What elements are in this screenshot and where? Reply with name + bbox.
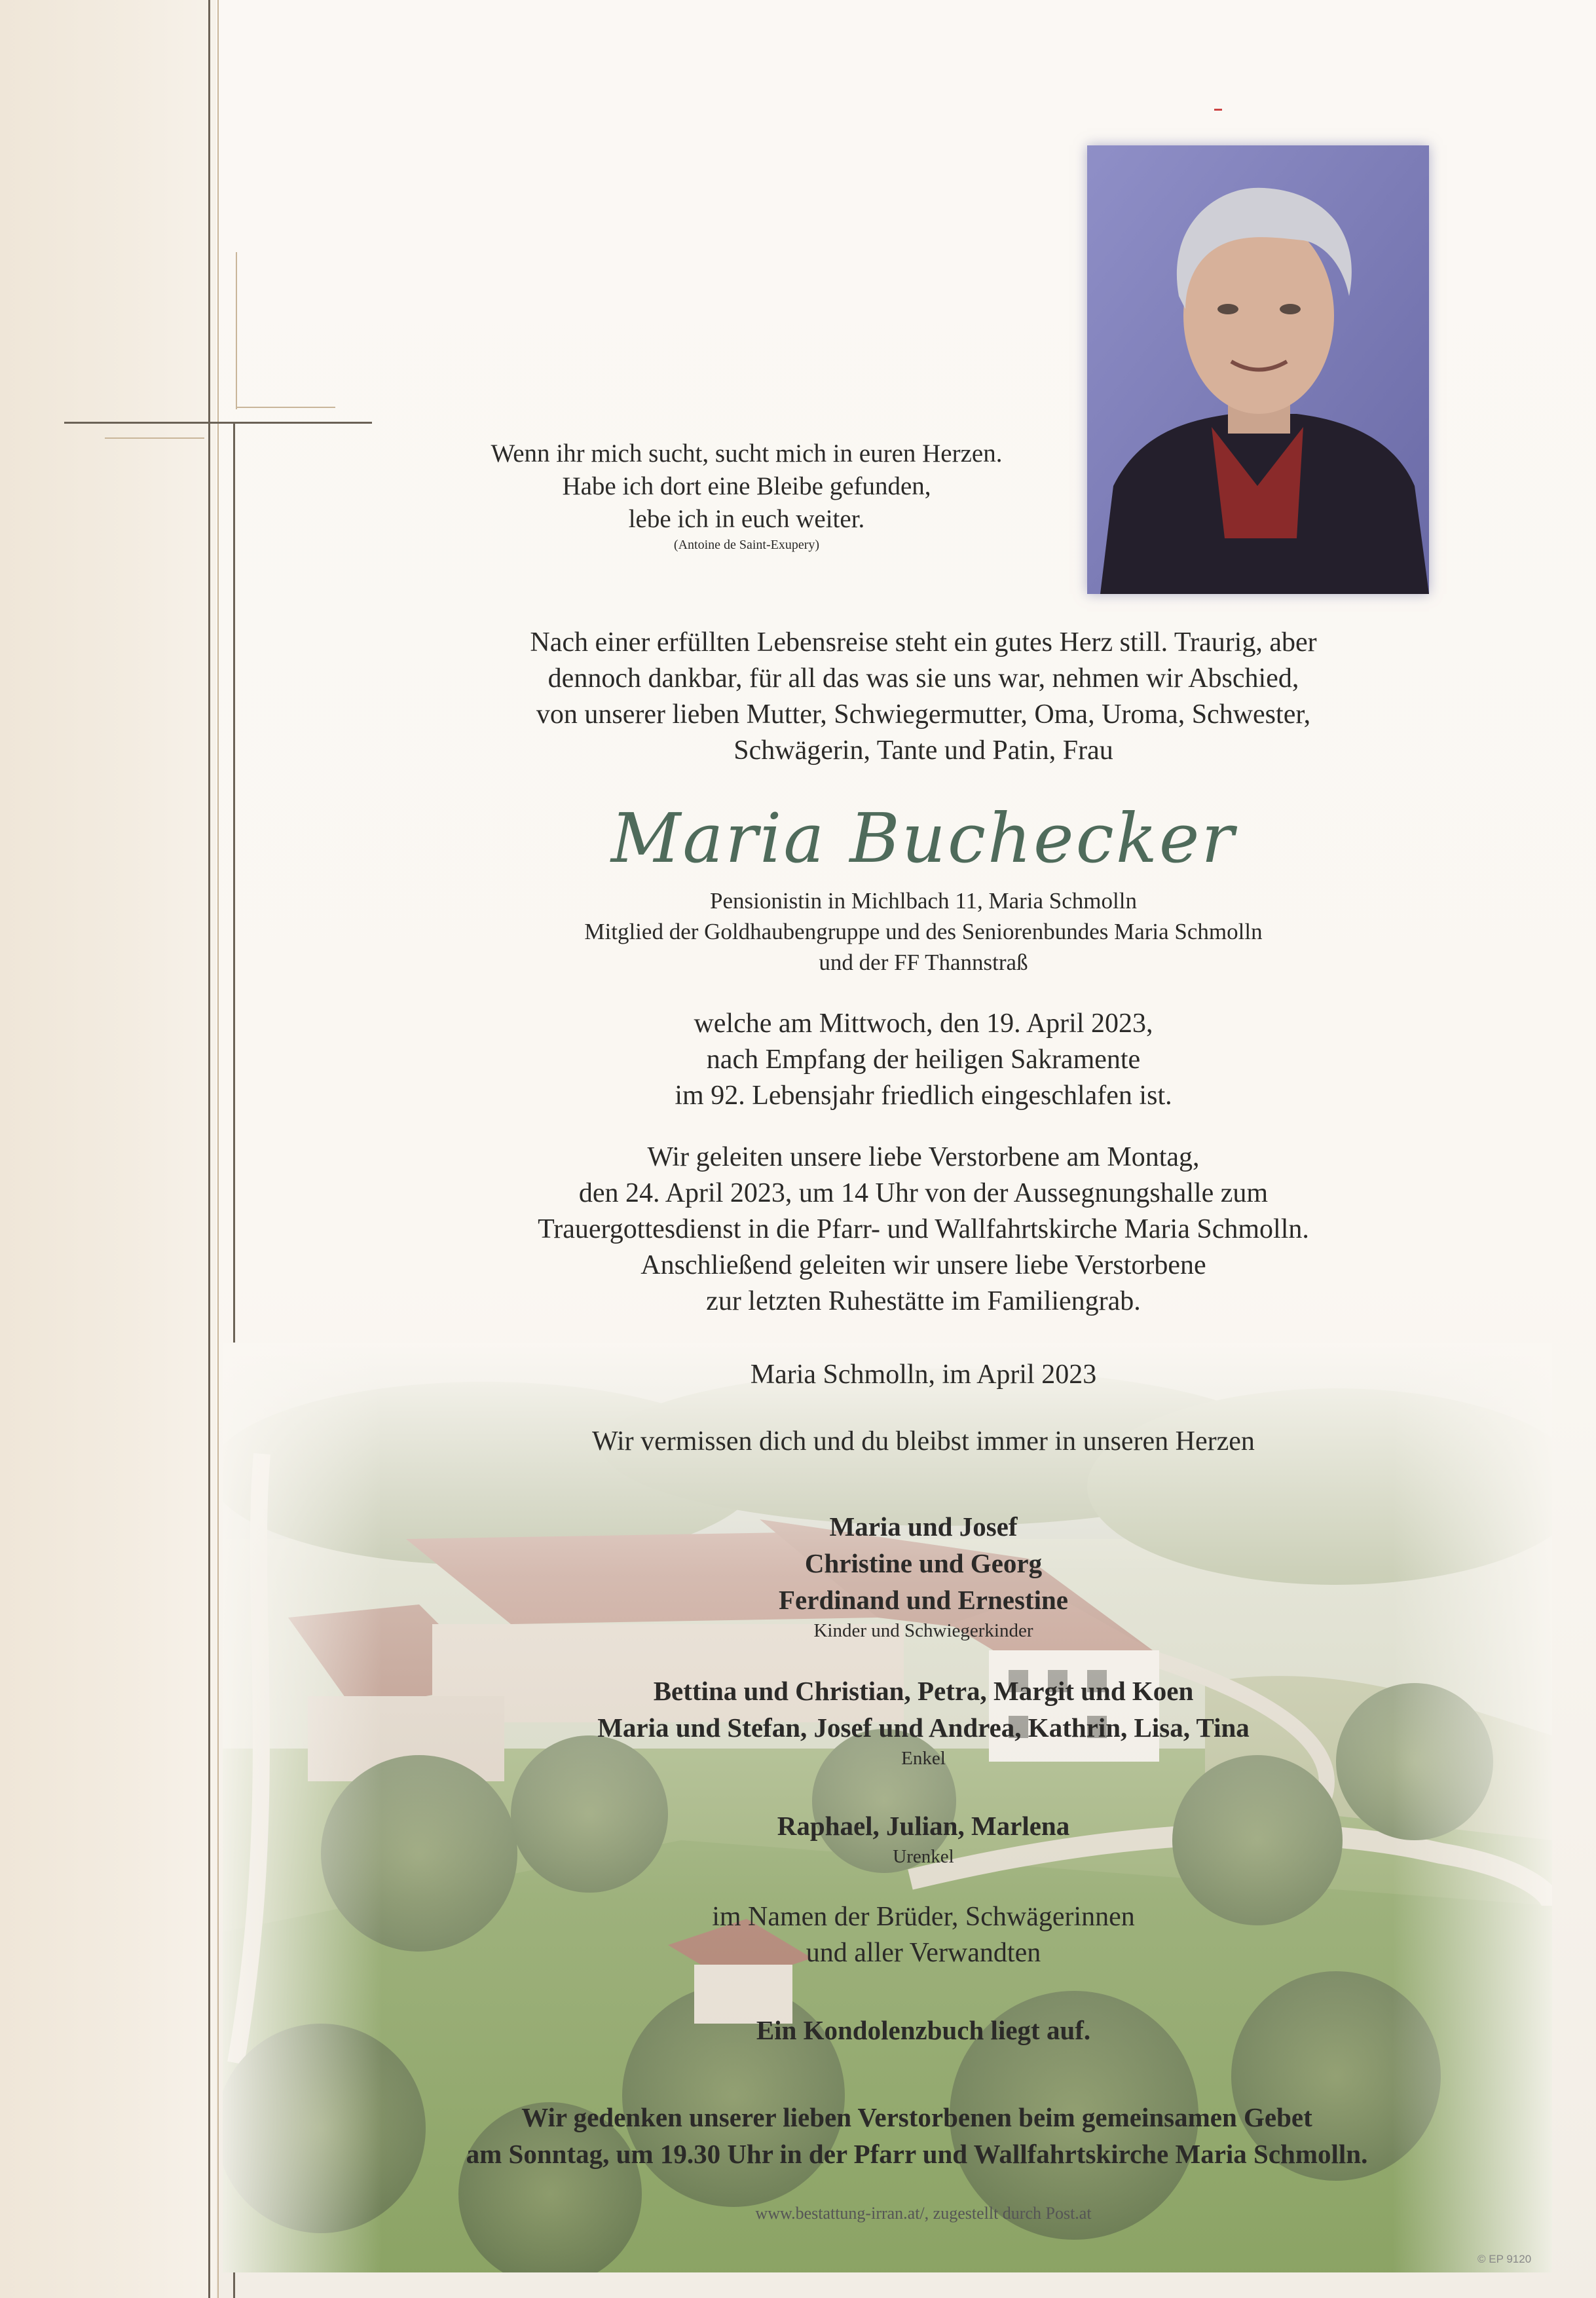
family-names: Christine und Georg [804, 1548, 1043, 1578]
funeral-block [367, 1140, 1480, 1320]
family-names: Ferdinand und Ernestine [779, 1585, 1068, 1615]
place-date: Maria Schmolln, im April 2023 [750, 1360, 1097, 1390]
condolence-note: Ein Kondolenzbuch liegt auf. [756, 2015, 1091, 2045]
funeral-line: Wir geleiten unsere liebe Verstorbene am Montag, [647, 1142, 1200, 1172]
family-names: Bettina und Christian, Petra, Margit und Koen [653, 1676, 1194, 1706]
family-names: Raphael, Julian, Marlena [777, 1811, 1070, 1841]
intro-line: Nach einer erfüllten Lebensreise steht ein gutes Herz still. Traurig, aber [530, 627, 1317, 658]
funeral-line: Anschließend geleiten wir unsere liebe Verstorbene [640, 1250, 1206, 1280]
intro-line: Schwägerin, Tante und Patin, Frau [733, 735, 1113, 766]
children-block [367, 1508, 1480, 1643]
death-notice-line: nach Empfang der heiligen Sakramente [706, 1045, 1141, 1075]
details-line: Pensionistin in Michlbach 11, Maria Schmolln [710, 888, 1137, 914]
funeral-line: zur letzten Ruhestätte im Familiengrab. [706, 1286, 1141, 1316]
quote-line: lebe ich in euch weiter. [628, 505, 865, 533]
family-names: Maria und Josef [829, 1511, 1018, 1542]
quote-line: Habe ich dort eine Bleibe gefunden, [562, 472, 931, 500]
funeral-line: den 24. April 2023, um 14 Uhr von der Aussegnungshalle zum [578, 1178, 1269, 1208]
quote-block [393, 437, 1100, 554]
intro-line: dennoch dankbar, für all das was sie uns war, nehmen wir Abschied, [547, 663, 1299, 694]
deceased-name: Maria Buchecker [610, 798, 1236, 878]
family-names: Maria und Stefan, Josef und Andrea, Kathrin, Lisa, Tina [597, 1713, 1250, 1743]
prayer-line: Wir gedenken unserer lieben Verstorbenen beim gemeinsamen Gebet [521, 2102, 1312, 2132]
relatives-line: im Namen der Brüder, Schwägerinnen [712, 1902, 1135, 1932]
family-caption: Urenkel [893, 1846, 954, 1867]
quote-line: Wenn ihr mich sucht, sucht mich in euren Herzen. [491, 439, 1003, 468]
quote-author: (Antoine de Saint-Exupery) [673, 538, 820, 552]
family-caption: Enkel [901, 1748, 946, 1769]
details-line: Mitglied der Goldhaubengruppe und des Seniorenbundes Maria Schmolln [584, 919, 1263, 944]
intro-line: von unserer lieben Mutter, Schwiegermutter, Oma, Uroma, Schwester, [536, 699, 1311, 730]
death-notice-block [367, 1006, 1480, 1114]
great-grandchildren-block [367, 1807, 1480, 1869]
funeral-line: Trauergottesdienst in die Pfarr- und Wallfahrtskirche Maria Schmolln. [538, 1214, 1309, 1244]
relatives-line: und aller Verwandten [806, 1938, 1041, 1968]
intro-block [367, 625, 1480, 769]
details-block [367, 885, 1480, 978]
family-caption: Kinder und Schwiegerkinder [813, 1620, 1033, 1641]
footer-url: www.bestattung-irran.at/, zugestellt durch Post.at [755, 2204, 1092, 2223]
details-line: und der FF Thannstraß [819, 950, 1028, 975]
grandchildren-block [367, 1673, 1480, 1771]
left-decorative-band [0, 0, 216, 2298]
print-mark [1214, 109, 1222, 111]
remembrance-line: Wir vermissen dich und du bleibst immer in unseren Herzen [592, 1426, 1255, 1456]
portrait-photo [1087, 145, 1429, 594]
ep-code: © EP 9120 [1477, 2253, 1532, 2265]
prayer-line: am Sonntag, um 19.30 Uhr in der Pfarr und Wallfahrtskirche Maria Schmolln. [466, 2139, 1368, 2169]
prayer-block [262, 2099, 1572, 2172]
death-notice-line: welche am Mittwoch, den 19. April 2023, [694, 1009, 1153, 1039]
death-notice-line: im 92. Lebensjahr friedlich eingeschlafen ist. [675, 1081, 1172, 1111]
relatives-block [367, 1899, 1480, 1971]
